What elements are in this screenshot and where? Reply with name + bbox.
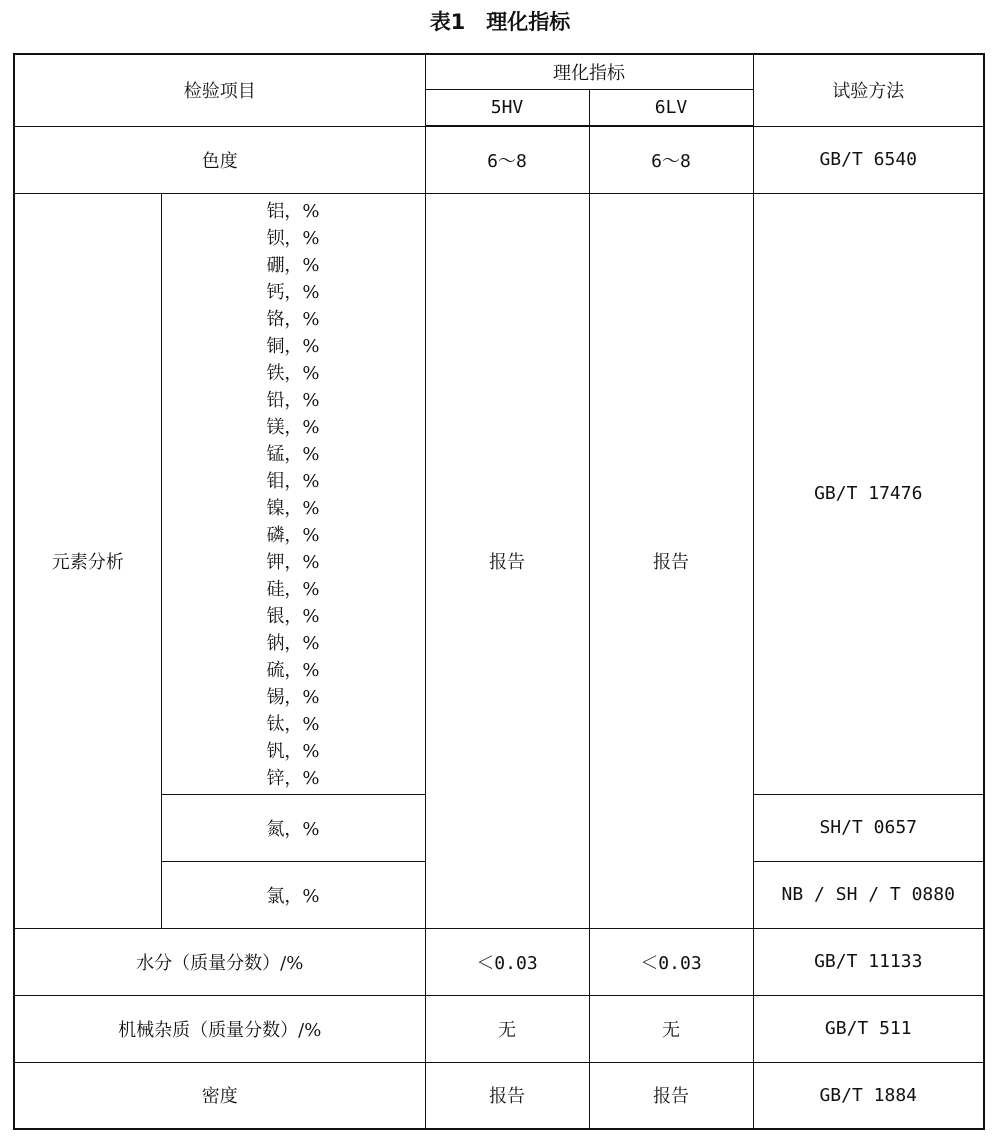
- method-chlorine: NB / SH / T 0880: [753, 861, 984, 928]
- method-water: GB/T 11133: [753, 928, 984, 995]
- header-method: 试验方法: [753, 54, 984, 126]
- element-item: 铅，%: [266, 389, 320, 411]
- header-grade-5hv: 5HV: [425, 89, 589, 126]
- group-elements: 元素分析: [14, 193, 161, 928]
- element-item: 铬，%: [266, 308, 320, 330]
- element-item: 磷，%: [266, 524, 320, 546]
- table-row: [14, 1062, 984, 1129]
- value-elements-6lv: 报告: [589, 193, 753, 928]
- element-item: 钼，%: [266, 470, 320, 492]
- element-item: 锡，%: [266, 686, 320, 708]
- value-density-5hv: 报告: [425, 1062, 589, 1129]
- element-item: 镁，%: [266, 416, 320, 438]
- element-item: 钾，%: [266, 551, 320, 573]
- element-item: 镍，%: [266, 497, 320, 519]
- value-elements-5hv: 报告: [425, 193, 589, 928]
- spec-table: [13, 53, 985, 1130]
- item-water: 水分（质量分数）/%: [14, 928, 425, 995]
- value-impurities-6lv: 无: [589, 995, 753, 1062]
- element-item: 锌，%: [266, 767, 320, 789]
- element-item: 铁，%: [266, 362, 320, 384]
- table-row: [14, 928, 984, 995]
- method-elements: GB/T 17476: [753, 193, 984, 794]
- element-item: 硫，%: [266, 659, 320, 681]
- element-item: 钙，%: [266, 281, 320, 303]
- value-color-6lv: 6～8: [589, 126, 753, 193]
- element-item: 锰，%: [266, 443, 320, 465]
- item-nitrogen: 氮，%: [161, 794, 425, 861]
- item-impurities: 机械杂质（质量分数）/%: [14, 995, 425, 1062]
- value-color-5hv: 6～8: [425, 126, 589, 193]
- element-item: 钡，%: [266, 227, 320, 249]
- value-density-6lv: 报告: [589, 1062, 753, 1129]
- item-color: 色度: [14, 126, 425, 193]
- element-item: 硼，%: [266, 254, 320, 276]
- item-density: 密度: [14, 1062, 425, 1129]
- item-chlorine: 氯，%: [161, 861, 425, 928]
- element-item: 铜，%: [266, 335, 320, 357]
- method-nitrogen: SH/T 0657: [753, 794, 984, 861]
- method-impurities: GB/T 511: [753, 995, 984, 1062]
- value-water-6lv: ＜0.03: [589, 928, 753, 995]
- header-grade-6lv: 6LV: [589, 89, 753, 126]
- element-list: [162, 194, 425, 794]
- header-row: [14, 54, 984, 89]
- table-row: [14, 995, 984, 1062]
- element-item: 钛，%: [266, 713, 320, 735]
- table-title: 表1 理化指标: [429, 10, 571, 34]
- value-impurities-5hv: 无: [425, 995, 589, 1062]
- element-item: 硅，%: [266, 578, 320, 600]
- element-item: 铝，%: [266, 200, 320, 222]
- method-color: GB/T 6540: [753, 126, 984, 193]
- element-item: 钠，%: [266, 632, 320, 654]
- header-spec: 理化指标: [425, 54, 753, 89]
- element-list-cell: [161, 193, 425, 794]
- header-item: 检验项目: [14, 54, 425, 126]
- table-row: [14, 193, 984, 794]
- value-water-5hv: ＜0.03: [425, 928, 589, 995]
- element-item: 钒，%: [266, 740, 320, 762]
- method-density: GB/T 1884: [753, 1062, 984, 1129]
- table-row: [14, 126, 984, 193]
- element-item: 银，%: [266, 605, 320, 627]
